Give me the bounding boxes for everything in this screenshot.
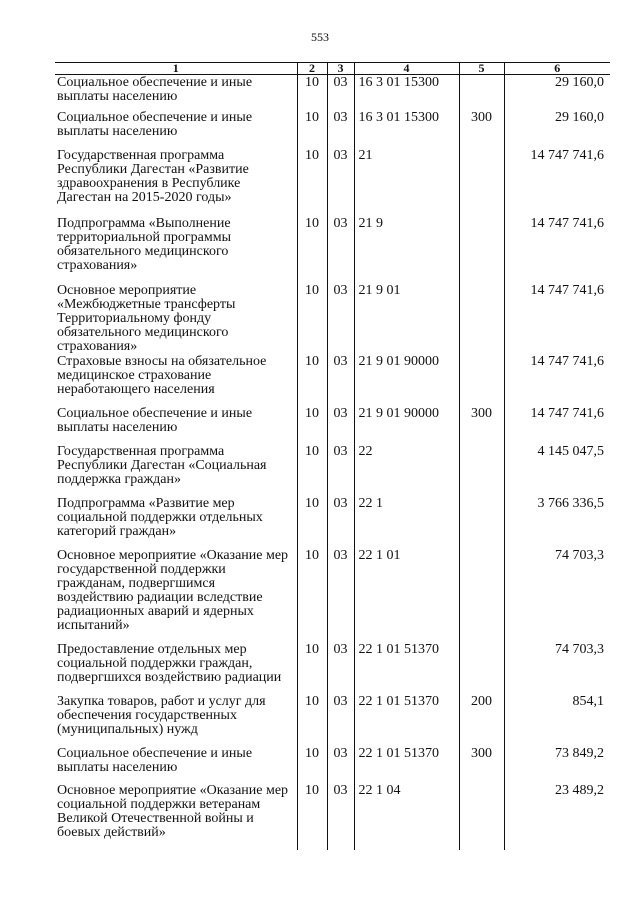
row-expense-type xyxy=(459,148,504,216)
table-row xyxy=(55,110,610,148)
row-amount: 29 160,0 xyxy=(504,75,610,111)
row-target-code: 22 xyxy=(354,444,459,496)
table-row xyxy=(55,642,610,694)
row-subsection: 03 xyxy=(327,746,354,783)
row-subsection: 03 xyxy=(327,548,354,642)
row-amount: 14 747 741,6 xyxy=(504,216,610,283)
row-amount: 4 145 047,5 xyxy=(504,444,610,496)
row-section: 10 xyxy=(297,694,327,746)
row-amount: 73 849,2 xyxy=(504,746,610,783)
row-section: 10 xyxy=(297,283,327,354)
row-amount: 14 747 741,6 xyxy=(504,148,610,216)
table-header-row xyxy=(55,63,610,75)
row-name: Основное мероприятие «Оказание мер социальной поддержки ветеранам Великой Отечественной войны и боевых действий» xyxy=(55,783,297,850)
row-subsection: 03 xyxy=(327,694,354,746)
table-row xyxy=(55,783,610,850)
row-amount: 854,1 xyxy=(504,694,610,746)
row-subsection: 03 xyxy=(327,283,354,354)
row-name: Подпрограмма «Выполнение территориальной программы обязательного медицинского страхования» xyxy=(55,216,297,283)
row-amount: 14 747 741,6 xyxy=(504,354,610,406)
row-section: 10 xyxy=(297,548,327,642)
column-header-section: 2 xyxy=(297,63,327,75)
budget-table xyxy=(55,62,610,850)
row-name: Подпрограмма «Развитие мер социальной поддержки отдельных категорий граждан» xyxy=(55,496,297,548)
row-target-code: 21 xyxy=(354,148,459,216)
row-target-code: 22 1 01 51370 xyxy=(354,642,459,694)
row-expense-type xyxy=(459,354,504,406)
row-expense-type xyxy=(459,444,504,496)
table-row xyxy=(55,444,610,496)
row-section: 10 xyxy=(297,444,327,496)
row-target-code: 21 9 xyxy=(354,216,459,283)
row-subsection: 03 xyxy=(327,642,354,694)
row-target-code: 22 1 01 51370 xyxy=(354,694,459,746)
row-section: 10 xyxy=(297,216,327,283)
row-expense-type: 300 xyxy=(459,746,504,783)
table-row xyxy=(55,283,610,354)
row-expense-type xyxy=(459,783,504,850)
row-subsection: 03 xyxy=(327,496,354,548)
row-subsection: 03 xyxy=(327,75,354,111)
row-expense-type xyxy=(459,75,504,111)
page-number: 553 xyxy=(311,30,329,44)
row-name: Социальное обеспечение и иные выплаты населению xyxy=(55,110,297,148)
column-header-name: 1 xyxy=(55,63,297,75)
table-row xyxy=(55,75,610,111)
row-expense-type xyxy=(459,642,504,694)
row-subsection: 03 xyxy=(327,406,354,444)
row-name: Закупка товаров, работ и услуг для обеспечения государственных (муниципальных) нужд xyxy=(55,694,297,746)
table-row xyxy=(55,548,610,642)
row-expense-type xyxy=(459,283,504,354)
row-name: Основное мероприятие «Межбюджетные трансферты Территориальному фонду обязательного медицинского страхования» xyxy=(55,283,297,354)
row-target-code: 21 9 01 xyxy=(354,283,459,354)
row-expense-type: 200 xyxy=(459,694,504,746)
row-name: Социальное обеспечение и иные выплаты населению xyxy=(55,746,297,783)
row-section: 10 xyxy=(297,406,327,444)
row-target-code: 22 1 04 xyxy=(354,783,459,850)
row-section: 10 xyxy=(297,75,327,111)
row-target-code: 16 3 01 15300 xyxy=(354,75,459,111)
row-subsection: 03 xyxy=(327,110,354,148)
row-expense-type xyxy=(459,496,504,548)
row-expense-type xyxy=(459,548,504,642)
row-amount: 74 703,3 xyxy=(504,642,610,694)
row-section: 10 xyxy=(297,642,327,694)
row-subsection: 03 xyxy=(327,444,354,496)
row-name: Предоставление отдельных мер социальной поддержки граждан, подвергшихся воздействию радиации xyxy=(55,642,297,694)
table-row xyxy=(55,694,610,746)
row-name: Государственная программа Республики Дагестан «Социальная поддержка граждан» xyxy=(55,444,297,496)
column-header-expense-type: 5 xyxy=(459,63,504,75)
row-name: Основное мероприятие «Оказание мер государственной поддержки гражданам, подвергшимся воздействию радиации вследствие радиационных аварий и ядерных испытаний» xyxy=(55,548,297,642)
row-amount: 74 703,3 xyxy=(504,548,610,642)
row-section: 10 xyxy=(297,110,327,148)
row-name: Социальное обеспечение и иные выплаты населению xyxy=(55,75,297,111)
row-target-code: 21 9 01 90000 xyxy=(354,354,459,406)
row-expense-type: 300 xyxy=(459,406,504,444)
table-row xyxy=(55,406,610,444)
table-row xyxy=(55,216,610,283)
row-subsection: 03 xyxy=(327,216,354,283)
table-row xyxy=(55,354,610,406)
table-row xyxy=(55,148,610,216)
row-name: Социальное обеспечение и иные выплаты населению xyxy=(55,406,297,444)
row-amount: 14 747 741,6 xyxy=(504,283,610,354)
row-expense-type: 300 xyxy=(459,110,504,148)
row-subsection: 03 xyxy=(327,354,354,406)
row-expense-type xyxy=(459,216,504,283)
row-target-code: 16 3 01 15300 xyxy=(354,110,459,148)
row-section: 10 xyxy=(297,783,327,850)
row-name: Государственная программа Республики Дагестан «Развитие здравоохранения в Республике Дагестан на 2015-2020 годы» xyxy=(55,148,297,216)
column-header-target-code: 4 xyxy=(354,63,459,75)
row-amount: 29 160,0 xyxy=(504,110,610,148)
row-amount: 3 766 336,5 xyxy=(504,496,610,548)
column-header-amount: 6 xyxy=(504,63,610,75)
row-target-code: 22 1 xyxy=(354,496,459,548)
row-amount: 14 747 741,6 xyxy=(504,406,610,444)
table-row xyxy=(55,496,610,548)
row-target-code: 22 1 01 51370 xyxy=(354,746,459,783)
row-section: 10 xyxy=(297,354,327,406)
row-subsection: 03 xyxy=(327,783,354,850)
row-section: 10 xyxy=(297,496,327,548)
row-section: 10 xyxy=(297,746,327,783)
row-target-code: 21 9 01 90000 xyxy=(354,406,459,444)
row-amount: 23 489,2 xyxy=(504,783,610,850)
row-target-code: 22 1 01 xyxy=(354,548,459,642)
table-row xyxy=(55,746,610,783)
row-section: 10 xyxy=(297,148,327,216)
row-name: Страховые взносы на обязательное медицинское страхование неработающего населения xyxy=(55,354,297,406)
row-subsection: 03 xyxy=(327,148,354,216)
column-header-subsection: 3 xyxy=(327,63,354,75)
